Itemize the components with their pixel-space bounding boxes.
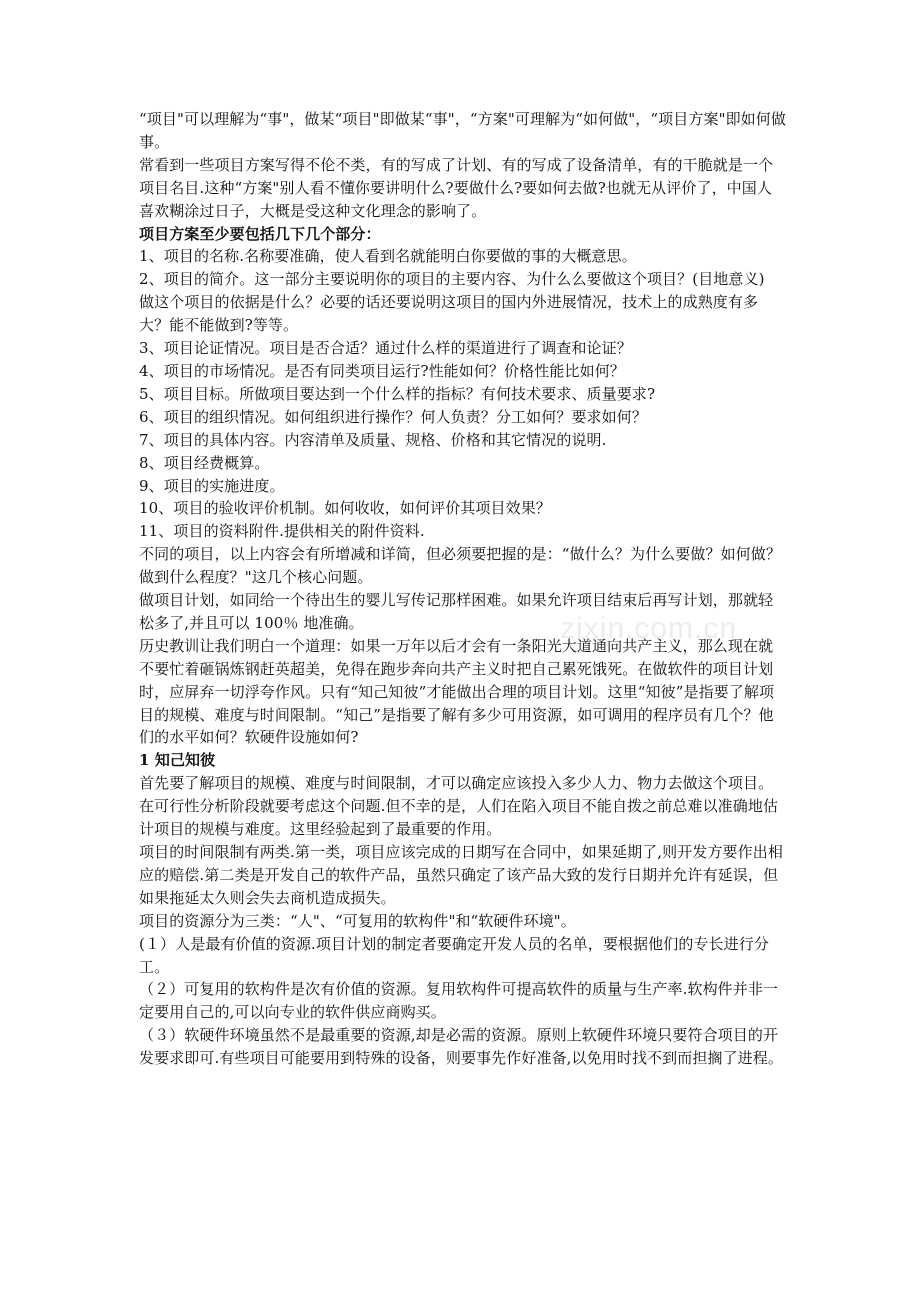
section-heading: 1 知己知彼 — [139, 751, 216, 770]
paragraph: （２）可复用的软构件是次有价值的资源。复用软构件可提高软件的质量与生产率.软构件并非一定要用自己的,可以向专业的软件供应商购买。 — [139, 980, 779, 1022]
paragraph: (１）人是最有价值的资源.项目计划的制定者要确定开发人员的名单，要根据他们的专长进行分工。 — [139, 934, 769, 976]
paragraph: 3、项目论证情况。项目是否合适？通过什么样的渠道进行了调查和论证？ — [139, 339, 632, 358]
paragraph: 常看到一些项目方案写得不伦不类，有的写成了计划、有的写成了设备清单，有的干脆就是一个项目名目.这种“方案"别人看不懂你要讲明什么?要做什么?要如何去做?也就无从评价了，中国人喜欢糊涂过日子，大概是受这种文化理念的影响了。 — [139, 155, 774, 220]
paragraph: 项目的时间限制有两类.第一类，项目应该完成的日期写在合同中，如果延期了,则开发方要作出相应的赔偿.第二类是开发自己的软件产品，虽然只确定了该产品大致的发行日期并允许有延误，但如果拖延太久则会失去商机造成损失。 — [139, 843, 783, 907]
paragraph: 6、项目的组织情况。如何组织进行操作？何人负责？分工如何？要求如何？ — [139, 407, 647, 426]
paragraph: “项目"可以理解为“事"，做某“项目"即做某“事"，“方案"可理解为“如何做"，“项目方案"即如何做事。 — [139, 110, 786, 151]
paragraph: 9、项目的实施进度。 — [139, 476, 285, 495]
paragraph: 2、项目的简介。这一部分主要说明你的项目的主要内容、为什么么要做这个项目？(目地意义) — [139, 270, 765, 289]
section-heading: 项目方案至少要包括几下几个部分： — [139, 224, 381, 243]
paragraph: 5、项目目标。所做项目要达到一个什么样的指标？有何技术要求、质量要求? — [139, 384, 656, 403]
paragraph: 11、项目的资料附件.提供相关的附件资料. — [139, 522, 425, 541]
paragraph: 4、项目的市场情况。是否有同类项目运行?性能如何？价格性能比如何？ — [139, 361, 625, 380]
paragraph: 不同的项目，以上内容会有所增减和详简，但必须要把握的是：“做什么？为什么要做？如何做？做到什么程度？"这几个核心问题。 — [139, 545, 781, 587]
paragraph: 做这个项目的依据是什么？必要的话还要说明这项目的国内外进展情况，技术上的成熟度有多大？能不能做到?等等。 — [139, 293, 759, 335]
paragraph: （３）软硬件环境虽然不是最重要的资源,却是必需的资源。原则上软硬件环境只要符合项目的开发要求即可.有些项目可能要用到特殊的设备，则要事先作好准备,以免用时找不到而担搁了进程。 — [139, 1026, 783, 1068]
paragraph: 1、项目的名称.名称要准确，使人看到名就能明白你要做的事的大概意思。 — [139, 247, 637, 266]
watermark: zixin.com.cn — [560, 612, 738, 645]
paragraph: 做项目计划，如同给一个待出生的婴儿写传记那样困难。如果允许项目结束后再写计划，那就轻松多了,并且可以 100％ 地准确。 — [139, 591, 774, 632]
document-body — [139, 108, 787, 1070]
paragraph: 8、项目经费概算。 — [139, 453, 270, 472]
paragraph: 10、项目的验收评价机制。如何收收，如何评价其项目效果？ — [139, 499, 551, 518]
paragraph: 项目的资源分为三类：“人"、“可复用的软构件"和“软硬件环境"。 — [139, 911, 576, 930]
paragraph: 历史教训让我们明白一个道理：如果一万年以后才会有一条阳光大道通向共产主义，那么现在就不要忙着砸锅炼钢赶英超美，免得在跑步奔向共产主义时把自己累死饿死。在做软件的项目计划时，应屏弃一切浮夸作风。只有“知己知彼”才能做出合理的项目计划。这里“知彼”是指要了解项目的规模、难度与时间限制。“知己”是指要了解有多少可用资源，如可调用的程序员有几个？他们的水平如何？软硬件设施如何? — [139, 636, 775, 747]
paragraph: 首先要了解项目的规模、难度与时间限制，才可以确定应该投入多少人力、物力去做这个项目。在可行性分析阶段就要考虑这个问题.但不幸的是，人们在陷入项目不能自拨之前总难以准确地估计项目的规模与难度。这里经验起到了最重要的作用。 — [139, 774, 779, 839]
paragraph: 7、项目的具体内容。内容清单及质量、规格、价格和其它情况的说明. — [139, 430, 607, 449]
